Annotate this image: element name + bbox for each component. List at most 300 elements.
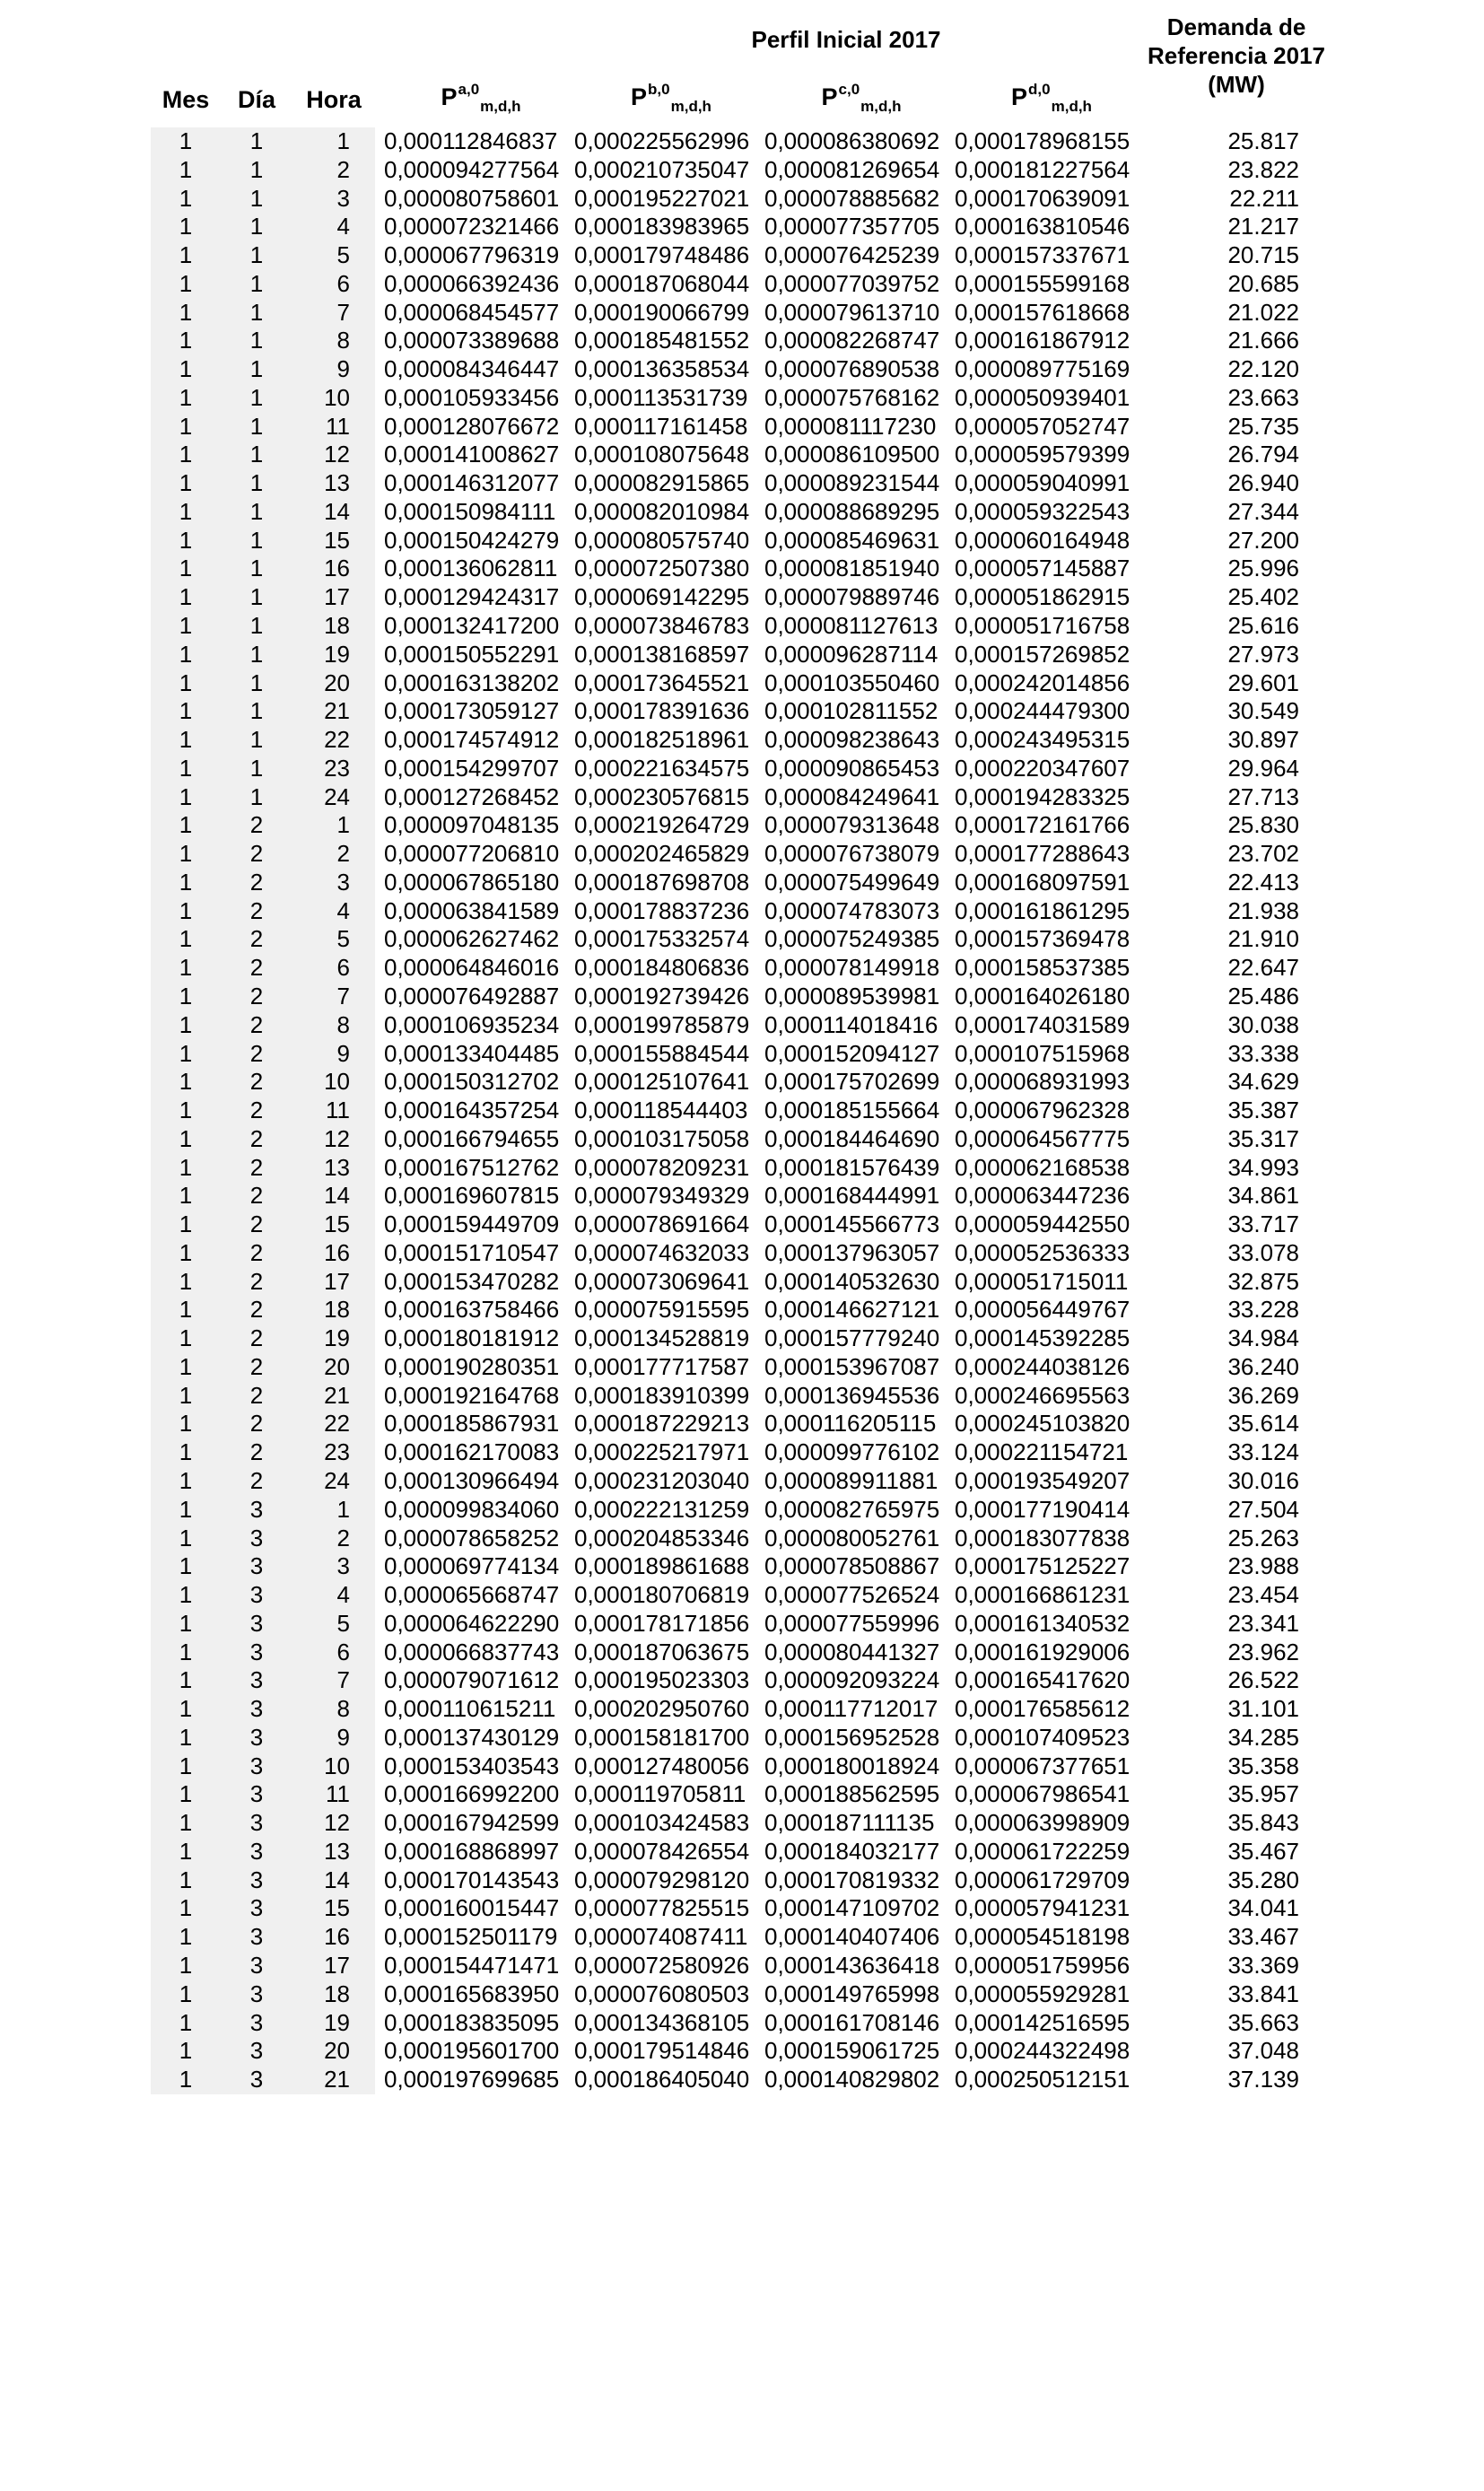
cell-pc: 0,000152094127 [764, 1039, 940, 1067]
cell-pd: 0,000157618668 [955, 298, 1130, 326]
cell-pc: 0,000098238643 [764, 726, 940, 754]
cell-pb: 0,000155884544 [574, 1039, 750, 1067]
table-row [151, 355, 1344, 384]
cell-pb: 0,000118544403 [574, 1097, 748, 1124]
cell-dia: 3 [249, 1923, 264, 1951]
perfil-inicial-title: Perfil Inicial 2017 [751, 26, 941, 53]
cell-dia: 2 [249, 1296, 264, 1324]
cell-dia: 2 [249, 925, 264, 953]
cell-pc: 0,000092093224 [764, 1666, 940, 1694]
pa-sup: a,0 [458, 81, 480, 98]
cell-pb: 0,000069142295 [574, 583, 750, 611]
table-row [151, 327, 1344, 355]
table-row [151, 2037, 1344, 2066]
table-row [151, 897, 1344, 926]
cell-pb: 0,000187063675 [574, 1638, 750, 1665]
cell-pa: 0,000195601700 [384, 2037, 560, 2065]
table-row [151, 811, 1344, 840]
cell-pd: 0,000244322498 [955, 2037, 1130, 2065]
cell-mes: 1 [179, 213, 193, 240]
cell-pa: 0,000065668747 [384, 1581, 560, 1609]
pb-sub: m,d,h [670, 98, 711, 115]
pd-sub: m,d,h [1051, 98, 1092, 115]
cell-mes: 1 [179, 1182, 193, 1210]
cell-pa: 0,000170143543 [384, 1866, 560, 1893]
cell-hora: 12 [324, 441, 350, 468]
cell-pd: 0,000157269852 [955, 640, 1130, 668]
column-header-pd [955, 81, 1148, 116]
cell-pa: 0,000076492887 [384, 982, 560, 1010]
cell-dia: 2 [249, 1324, 264, 1352]
table-row [151, 1324, 1344, 1353]
cell-pc: 0,000103550460 [764, 669, 940, 696]
cell-pc: 0,000079889746 [764, 583, 940, 611]
cell-pa: 0,000154299707 [384, 754, 560, 782]
table-row [151, 127, 1344, 156]
cell-pd: 0,000164026180 [955, 982, 1130, 1010]
cell-hora: 17 [324, 1952, 350, 1979]
cell-hora: 17 [324, 1267, 350, 1295]
cell-demanda: 30.038 [1227, 1010, 1299, 1038]
cell-pa: 0,000067865180 [384, 868, 560, 896]
cell-pb: 0,000117161458 [574, 412, 748, 440]
cell-hora: 12 [324, 1809, 350, 1837]
cell-pa: 0,000150984111 [384, 497, 556, 525]
cell-pa: 0,000073389688 [384, 327, 560, 354]
cell-dia: 1 [249, 298, 264, 326]
table-row [151, 783, 1344, 812]
cell-pb: 0,000108075648 [574, 441, 750, 468]
cell-pa: 0,000166992200 [384, 1780, 560, 1808]
cell-pc: 0,000145566773 [764, 1211, 940, 1238]
cell-pc: 0,000089231544 [764, 469, 940, 497]
cell-pa: 0,000153470282 [384, 1267, 560, 1295]
cell-demanda: 30.016 [1227, 1466, 1299, 1494]
table-row [151, 1268, 1344, 1297]
cell-mes: 1 [179, 1238, 193, 1266]
cell-pa: 0,000084346447 [384, 355, 560, 383]
cell-mes: 1 [179, 155, 193, 183]
cell-hora: 16 [324, 1238, 350, 1266]
cell-demanda: 33.228 [1227, 1296, 1299, 1324]
cell-pb: 0,000221634575 [574, 754, 750, 782]
cell-dia: 1 [249, 612, 264, 640]
cell-pd: 0,000060164948 [955, 526, 1130, 554]
cell-pb: 0,000134528819 [574, 1324, 750, 1352]
cell-pc: 0,000081117230 [764, 412, 937, 440]
cell-hora: 13 [324, 1837, 350, 1865]
cell-pa: 0,000141008627 [384, 441, 560, 468]
cell-pa: 0,000129424317 [384, 583, 560, 611]
cell-demanda: 34.041 [1227, 1894, 1299, 1922]
cell-dia: 2 [249, 1352, 264, 1380]
cell-pd: 0,000061729709 [955, 1866, 1130, 1893]
cell-pd: 0,000246695563 [955, 1381, 1130, 1409]
cell-pb: 0,000202950760 [574, 1695, 750, 1723]
cell-demanda: 35.317 [1227, 1124, 1299, 1152]
table-row [151, 1639, 1344, 1667]
cell-dia: 2 [249, 1068, 264, 1096]
cell-pb: 0,000219264729 [574, 811, 750, 839]
cell-pa: 0,000197699685 [384, 2066, 560, 2093]
cell-hora: 15 [324, 1894, 350, 1922]
cell-pb: 0,000186405040 [574, 2066, 750, 2093]
cell-mes: 1 [179, 1039, 193, 1067]
cell-pc: 0,000170819332 [764, 1866, 940, 1893]
cell-pb: 0,000195227021 [574, 184, 750, 212]
cell-mes: 1 [179, 1153, 193, 1181]
cell-pd: 0,000193549207 [955, 1466, 1130, 1494]
cell-mes: 1 [179, 1894, 193, 1922]
cell-mes: 1 [179, 2066, 193, 2093]
cell-pc: 0,000137963057 [764, 1238, 940, 1266]
cell-pb: 0,000184806836 [574, 954, 750, 982]
pc-sup: c,0 [838, 81, 860, 98]
cell-mes: 1 [179, 612, 193, 640]
cell-mes: 1 [179, 298, 193, 326]
cell-pb: 0,000073069641 [574, 1267, 750, 1295]
cell-pd: 0,000244038126 [955, 1352, 1130, 1380]
cell-demanda: 35.614 [1227, 1410, 1299, 1438]
cell-pa: 0,000165683950 [384, 1980, 560, 2007]
cell-mes: 1 [179, 1267, 193, 1295]
cell-pb: 0,000072580926 [574, 1952, 750, 1979]
cell-pb: 0,000187068044 [574, 269, 750, 297]
cell-hora: 14 [324, 497, 350, 525]
cell-mes: 1 [179, 811, 193, 839]
table-row [151, 241, 1344, 270]
cell-pb: 0,000082010984 [574, 497, 750, 525]
cell-pc: 0,000153967087 [764, 1352, 940, 1380]
cell-pa: 0,000146312077 [384, 469, 560, 497]
cell-hora: 15 [324, 1211, 350, 1238]
cell-dia: 2 [249, 1438, 264, 1466]
cell-mes: 1 [179, 782, 193, 810]
cell-pb: 0,000225217971 [574, 1438, 750, 1466]
cell-pa: 0,000167512762 [384, 1153, 560, 1181]
cell-pd: 0,000107515968 [955, 1039, 1130, 1067]
cell-dia: 2 [249, 1124, 264, 1152]
cell-pa: 0,000066392436 [384, 269, 560, 297]
cell-hora: 13 [324, 469, 350, 497]
cell-demanda: 22.647 [1227, 954, 1299, 982]
cell-pd: 0,000244479300 [955, 697, 1130, 725]
cell-pd: 0,000157337671 [955, 241, 1130, 269]
cell-demanda: 23.454 [1227, 1581, 1299, 1609]
cell-pb: 0,000074087411 [574, 1923, 748, 1951]
cell-pd: 0,000057052747 [955, 412, 1130, 440]
cell-pa: 0,000163758466 [384, 1296, 560, 1324]
table-row [151, 925, 1344, 954]
cell-hora: 11 [326, 1097, 350, 1124]
cell-dia: 2 [249, 1211, 264, 1238]
cell-demanda: 30.897 [1227, 726, 1299, 754]
cell-dia: 2 [249, 982, 264, 1010]
cell-pc: 0,000082765975 [764, 1495, 940, 1523]
cell-pd: 0,000051759956 [955, 1952, 1130, 1979]
cell-dia: 3 [249, 1524, 264, 1551]
cell-pb: 0,000175332574 [574, 925, 750, 953]
cell-demanda: 22.120 [1227, 355, 1299, 383]
cell-demanda: 29.601 [1227, 669, 1299, 696]
cell-pc: 0,000078149918 [764, 954, 940, 982]
cell-demanda: 27.504 [1227, 1495, 1299, 1523]
table-row [151, 1467, 1344, 1496]
cell-pb: 0,000179514846 [574, 2037, 750, 2065]
cell-dia: 3 [249, 1752, 264, 1779]
cell-pc: 0,000187111135 [764, 1809, 935, 1837]
cell-dia: 1 [249, 441, 264, 468]
cell-demanda: 33.078 [1227, 1238, 1299, 1266]
table-row [151, 441, 1344, 469]
cell-pa: 0,000105933456 [384, 383, 560, 411]
cell-pd: 0,000177288643 [955, 840, 1130, 868]
cell-mes: 1 [179, 896, 193, 924]
cell-demanda: 30.549 [1227, 697, 1299, 725]
table-row [151, 1780, 1344, 1809]
cell-pd: 0,000054518198 [955, 1923, 1130, 1951]
cell-demanda: 21.217 [1227, 213, 1299, 240]
cell-pc: 0,000081269654 [764, 155, 940, 183]
cell-pc: 0,000140829802 [764, 2066, 940, 2093]
cell-dia: 1 [249, 497, 264, 525]
table-row [151, 755, 1344, 783]
cell-demanda: 25.263 [1227, 1524, 1299, 1551]
cell-hora: 20 [324, 2037, 350, 2065]
cell-hora: 21 [324, 697, 350, 725]
cell-mes: 1 [179, 2008, 193, 2036]
cell-dia: 1 [249, 213, 264, 240]
cell-dia: 3 [249, 1894, 264, 1922]
table-row [151, 1923, 1344, 1952]
cell-hora: 9 [336, 1723, 350, 1751]
cell-hora: 19 [324, 640, 350, 668]
cell-pd: 0,000062168538 [955, 1153, 1130, 1181]
cell-pc: 0,000149765998 [764, 1980, 940, 2007]
cell-hora: 3 [336, 1552, 350, 1580]
table-row [151, 1666, 1344, 1695]
cell-hora: 8 [336, 1695, 350, 1723]
cell-pa: 0,000150552291 [384, 640, 560, 668]
demanda-referencia-title [1129, 13, 1344, 99]
cell-demanda: 35.957 [1227, 1780, 1299, 1808]
cell-pd: 0,000221154721 [955, 1438, 1129, 1466]
cell-hora: 18 [324, 1980, 350, 2007]
cell-hora: 2 [336, 840, 350, 868]
cell-dia: 1 [249, 155, 264, 183]
cell-demanda: 36.269 [1227, 1381, 1299, 1409]
cell-pd: 0,000057941231 [955, 1894, 1130, 1922]
cell-pd: 0,000170639091 [955, 184, 1130, 212]
table-row [151, 1040, 1344, 1069]
cell-mes: 1 [179, 555, 193, 582]
cell-demanda: 32.875 [1227, 1267, 1299, 1295]
cell-hora: 10 [324, 383, 350, 411]
cell-hora: 10 [324, 1752, 350, 1779]
cell-demanda: 26.794 [1227, 441, 1299, 468]
cell-demanda: 36.240 [1227, 1352, 1299, 1380]
cell-hora: 1 [336, 811, 350, 839]
cell-pa: 0,000174574912 [384, 726, 560, 754]
cell-dia: 2 [249, 896, 264, 924]
cell-pa: 0,000067796319 [384, 241, 560, 269]
cell-mes: 1 [179, 127, 193, 154]
cell-mes: 1 [179, 1752, 193, 1779]
pc-sub: m,d,h [860, 98, 902, 115]
cell-pc: 0,000175702699 [764, 1068, 940, 1096]
cell-dia: 3 [249, 1552, 264, 1580]
cell-pb: 0,000138168597 [574, 640, 750, 668]
cell-pc: 0,000077039752 [764, 269, 940, 297]
cell-hora: 23 [324, 1438, 350, 1466]
cell-pc: 0,000143636418 [764, 1952, 940, 1979]
cell-mes: 1 [179, 526, 193, 554]
cell-mes: 1 [179, 241, 193, 269]
cell-mes: 1 [179, 1780, 193, 1808]
cell-pc: 0,000075499649 [764, 868, 940, 896]
cell-demanda: 25.830 [1227, 811, 1299, 839]
cell-hora: 9 [336, 355, 350, 383]
cell-demanda: 27.200 [1227, 526, 1299, 554]
cell-mes: 1 [179, 726, 193, 754]
cell-pd: 0,000059040991 [955, 469, 1130, 497]
cell-demanda: 33.841 [1227, 1980, 1299, 2007]
cell-hora: 11 [326, 1780, 350, 1808]
cell-mes: 1 [179, 1524, 193, 1551]
cell-pb: 0,000183910399 [574, 1381, 750, 1409]
cell-pb: 0,000173645521 [574, 669, 750, 696]
cell-pc: 0,000096287114 [764, 640, 938, 668]
cell-pc: 0,000074783073 [764, 896, 940, 924]
cell-dia: 2 [249, 1039, 264, 1067]
cell-pd: 0,000168097591 [955, 868, 1130, 896]
table-row [151, 527, 1344, 555]
cell-hora: 2 [336, 155, 350, 183]
cell-pa: 0,000164357254 [384, 1097, 560, 1124]
cell-demanda: 33.338 [1227, 1039, 1299, 1067]
table-row [151, 1894, 1344, 1923]
cell-demanda: 25.402 [1227, 583, 1299, 611]
cell-hora: 7 [336, 1666, 350, 1694]
cell-demanda: 23.962 [1227, 1638, 1299, 1665]
cell-dia: 2 [249, 954, 264, 982]
cell-mes: 1 [179, 1666, 193, 1694]
cell-dia: 2 [249, 1267, 264, 1295]
table-row [151, 213, 1344, 241]
column-header-pc [764, 81, 958, 116]
table-row [151, 299, 1344, 328]
cell-dia: 1 [249, 669, 264, 696]
cell-demanda: 23.988 [1227, 1552, 1299, 1580]
cell-pd: 0,000059322543 [955, 497, 1130, 525]
cell-dia: 2 [249, 1410, 264, 1438]
cell-pa: 0,000112846837 [384, 127, 558, 154]
cell-hora: 5 [336, 1609, 350, 1637]
cell-pc: 0,000136945536 [764, 1381, 940, 1409]
cell-pa: 0,000078658252 [384, 1524, 560, 1551]
table-row [151, 469, 1344, 498]
cell-pb: 0,000080575740 [574, 526, 750, 554]
cell-dia: 2 [249, 1381, 264, 1409]
table-row [151, 1752, 1344, 1781]
cell-demanda: 26.940 [1227, 469, 1299, 497]
cell-pb: 0,000078691664 [574, 1211, 750, 1238]
cell-demanda: 22.211 [1229, 184, 1299, 212]
cell-hora: 6 [336, 269, 350, 297]
cell-mes: 1 [179, 441, 193, 468]
cell-mes: 1 [179, 269, 193, 297]
cell-demanda: 25.996 [1227, 555, 1299, 582]
table-row [151, 1952, 1344, 1980]
cell-dia: 2 [249, 1238, 264, 1266]
cell-demanda: 31.101 [1227, 1695, 1299, 1723]
cell-hora: 19 [324, 2008, 350, 2036]
cell-dia: 3 [249, 1495, 264, 1523]
cell-hora: 6 [336, 954, 350, 982]
cell-hora: 5 [336, 241, 350, 269]
cell-pb: 0,000222131259 [574, 1495, 750, 1523]
cell-pb: 0,000187229213 [574, 1410, 750, 1438]
cell-demanda: 34.861 [1227, 1182, 1299, 1210]
cell-pb: 0,000210735047 [574, 155, 750, 183]
cell-mes: 1 [179, 1438, 193, 1466]
cell-hora: 2 [336, 1524, 350, 1551]
cell-mes: 1 [179, 1495, 193, 1523]
cell-demanda: 34.984 [1227, 1324, 1299, 1352]
cell-mes: 1 [179, 840, 193, 868]
cell-pd: 0,000165417620 [955, 1666, 1130, 1694]
cell-pb: 0,000158181700 [574, 1723, 750, 1751]
cell-mes: 1 [179, 669, 193, 696]
column-header-hora: Hora [306, 86, 362, 113]
cell-pa: 0,000106935234 [384, 1010, 560, 1038]
cell-pa: 0,000127268452 [384, 782, 560, 810]
cell-pd: 0,000068931993 [955, 1068, 1130, 1096]
cell-pc: 0,000090865453 [764, 754, 940, 782]
cell-pd: 0,000250512151 [955, 2066, 1130, 2093]
pd-sup: d,0 [1028, 81, 1051, 98]
cell-demanda: 25.486 [1227, 982, 1299, 1010]
cell-dia: 1 [249, 269, 264, 297]
cell-pd: 0,000166861231 [955, 1581, 1130, 1609]
cell-pb: 0,000189861688 [574, 1552, 750, 1580]
cell-mes: 1 [179, 925, 193, 953]
cell-dia: 1 [249, 697, 264, 725]
cell-mes: 1 [179, 1410, 193, 1438]
cell-dia: 3 [249, 1581, 264, 1609]
cell-pc: 0,000081851940 [764, 555, 940, 582]
cell-pc: 0,000079613710 [764, 298, 940, 326]
cell-demanda: 35.358 [1227, 1752, 1299, 1779]
cell-pd: 0,000178968155 [955, 127, 1130, 154]
cell-pb: 0,000127480056 [574, 1752, 750, 1779]
cell-mes: 1 [179, 1952, 193, 1979]
cell-dia: 3 [249, 1638, 264, 1665]
cell-dia: 1 [249, 383, 264, 411]
cell-pa: 0,000152501179 [384, 1923, 558, 1951]
cell-hora: 14 [324, 1866, 350, 1893]
cell-pb: 0,000078426554 [574, 1837, 750, 1865]
cell-pa: 0,000066837743 [384, 1638, 560, 1665]
cell-dia: 1 [249, 355, 264, 383]
table-row [151, 555, 1344, 583]
cell-hora: 3 [336, 868, 350, 896]
cell-hora: 22 [324, 1410, 350, 1438]
cell-demanda: 29.964 [1227, 754, 1299, 782]
table-row [151, 1097, 1344, 1125]
cell-pb: 0,000073846783 [574, 612, 750, 640]
cell-pc: 0,000086109500 [764, 441, 940, 468]
